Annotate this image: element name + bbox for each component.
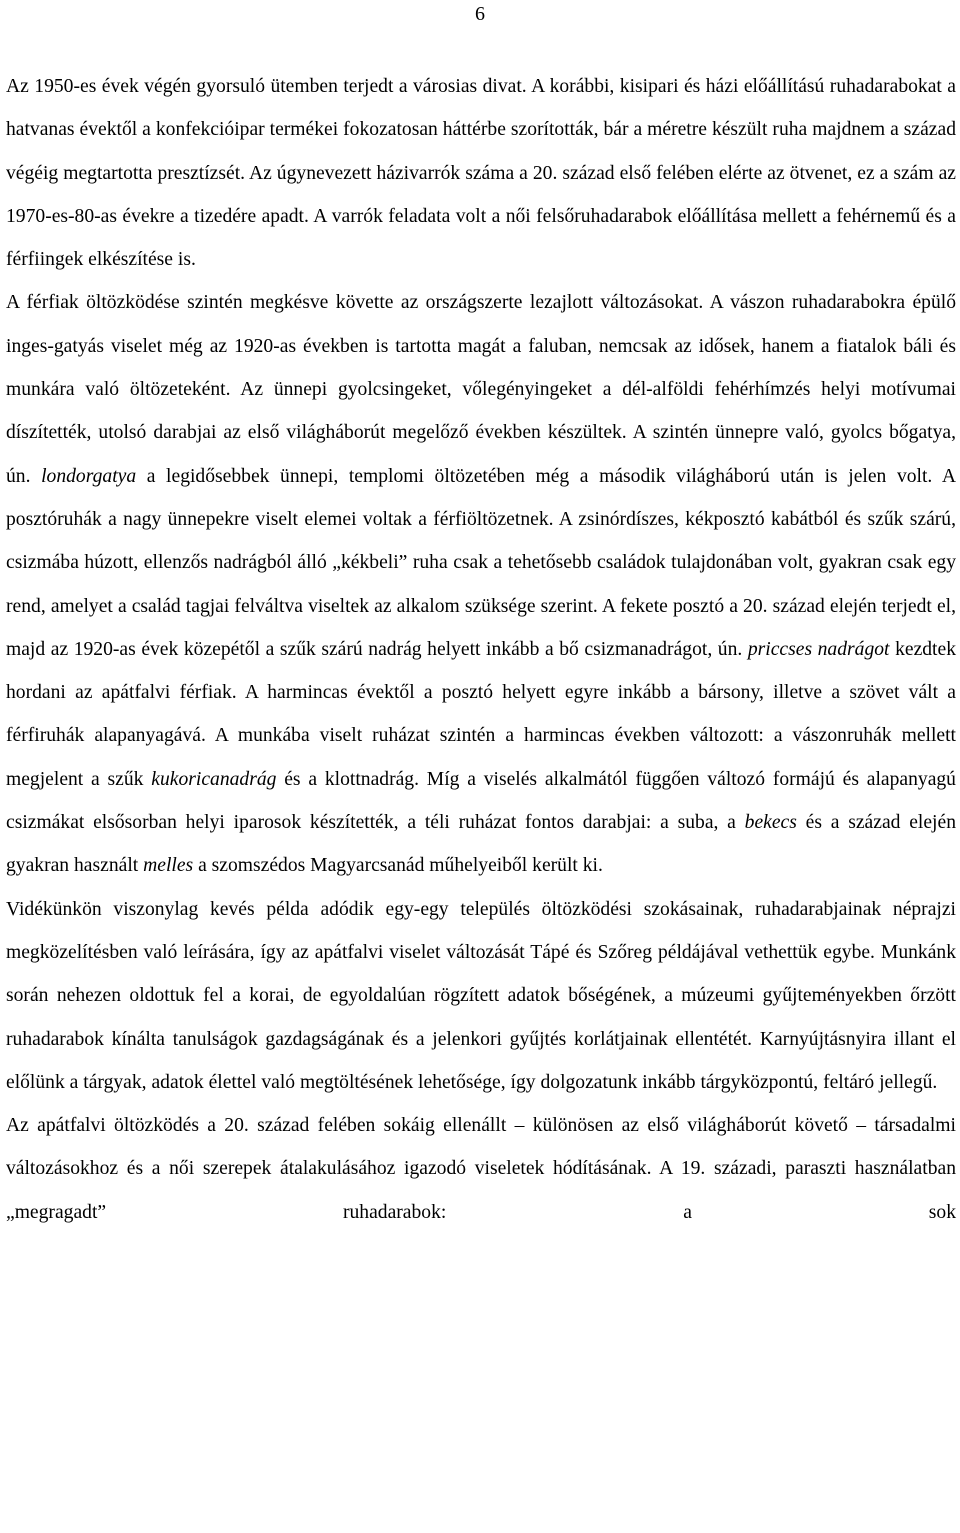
text-run: Az apátfalvi öltözködés a 20. század felében sokáig ellenállt – különösen az első világháborút követő – társadalmi változásokhoz és a női szerepek átalakulásához igazodó viseletek hódításának. A 19. századi, paraszti használatban „megragadt” ruhadarabok: a sok: [6, 1115, 956, 1223]
text-run: A férfiak öltözködése szintén megkésve követte az országszerte lezajlott változásokat. A vászon ruhadarabokra épülő inges-gatyás viselet még az 1920-as években is tartotta magát a faluban, nemcsak az idősek, hanem a fiatalok báli és munkára való öltözeteként. Az ünnepi gyolcsingeket, vőlegényingeket a dél-alföldi fehérhímzés helyi motívumai díszítették, utolsó darabjai az első világháborút megelőző években készültek. A szintén ünnepre való, gyolcs bőgatya, ún.: [6, 292, 956, 487]
text-run: és a klottnadrág. Míg a viselés alkalmától függően változó formájú és alapanyagú csizmákat elsősorban helyi iparosok készítették, a téli ruházat fontos darabjai: a suba, a: [6, 768, 956, 834]
italic-term: kukoricanadrág: [151, 768, 277, 790]
italic-term: priccses nadrágot: [747, 638, 890, 660]
italic-term: bekecs: [744, 812, 797, 834]
text-run: a szomszédos Magyarcsanád műhelyeiből került ki.: [193, 855, 603, 877]
paragraph: [6, 281, 956, 887]
text-run: és a század elején gyakran használt: [6, 812, 956, 877]
page-number: 6: [475, 3, 485, 25]
paragraph: [6, 1104, 956, 1234]
paragraph: [6, 65, 956, 281]
text-run: Vidékünkön viszonylag kevés példa adódik egy-egy település öltözködési szokásainak, ruhadarabjainak néprajzi megközelítésben való leírására, így az apátfalvi viselet változását Tápé és Szőreg példájával vethettük egybe. Munkánk során nehezen oldottuk fel a korai, de egyoldalúan rögzített adatok bőségének, a múzeumi gyűjteményekben őrzött ruhadarabok kínálta tanulságok gazdagságának és a jelenkori gyűjtés korlátjainak ellentétét. Karnyújtásnyira illant el előlünk a tárgyak, adatok élettel való megtöltésének lehetősége, így dolgozatunk inkább tárgyközpontú, feltáró jellegű.: [6, 898, 956, 1093]
text-run: kezdtek hordani az apátfalvi férfiak. A harmincas évektől a posztó helyett egyre inkább a bársony, illetve a szövet vált a férfiruhák alapanyagává. A munkába viselt ruházat szintén a harmincas években változott: a vászonruhák mellett megjelent a szűk: [6, 638, 956, 790]
text-run: a legidősebbek ünnepi, templomi öltözetében még a második világháború után is jelen volt. A posztóruhák a nagy ünnepekre viselt elemei voltak a férfiöltözetnek. A zsinórdíszes, kékposztó kabátból és szűk szárú, csizmába húzott, ellenzős nadrágból álló „kékbeli” ruha csak a tehetősebb családok tulajdonában volt, gyakran csak egy rend, amelyet a család tagjai felváltva viseltek az alkalom szüksége szerint. A fekete posztó a 20. század elején terjedt el, majd az 1920-as évek közepétől a szűk szárú nadrág helyett inkább a bő csizmanadrágot, ún.: [6, 465, 956, 660]
text-run: Az 1950-es évek végén gyorsuló ütemben terjedt a városias divat. A korábbi, kisipari és házi előállítású ruhadarabokat a hatvanas évektől a konfekcióipar termékei fokozatosan háttérbe szorították, bár a méretre készült ruha majdnem a század végéig megtartotta presztízsét. Az úgynevezett házivarrók száma a 20. század első felében elérte az ötvenet, ez a szám az 1970-es-80-as évekre a tizedére apadt. A varrók feladata volt a női felsőruhadarabok előállítása mellett a fehérnemű és a férfiingek elkészítése is.: [6, 76, 956, 271]
page-body: [6, 65, 956, 1234]
italic-term: londorgatya: [41, 465, 137, 487]
italic-term: melles: [143, 855, 194, 877]
paragraph: [6, 888, 956, 1104]
